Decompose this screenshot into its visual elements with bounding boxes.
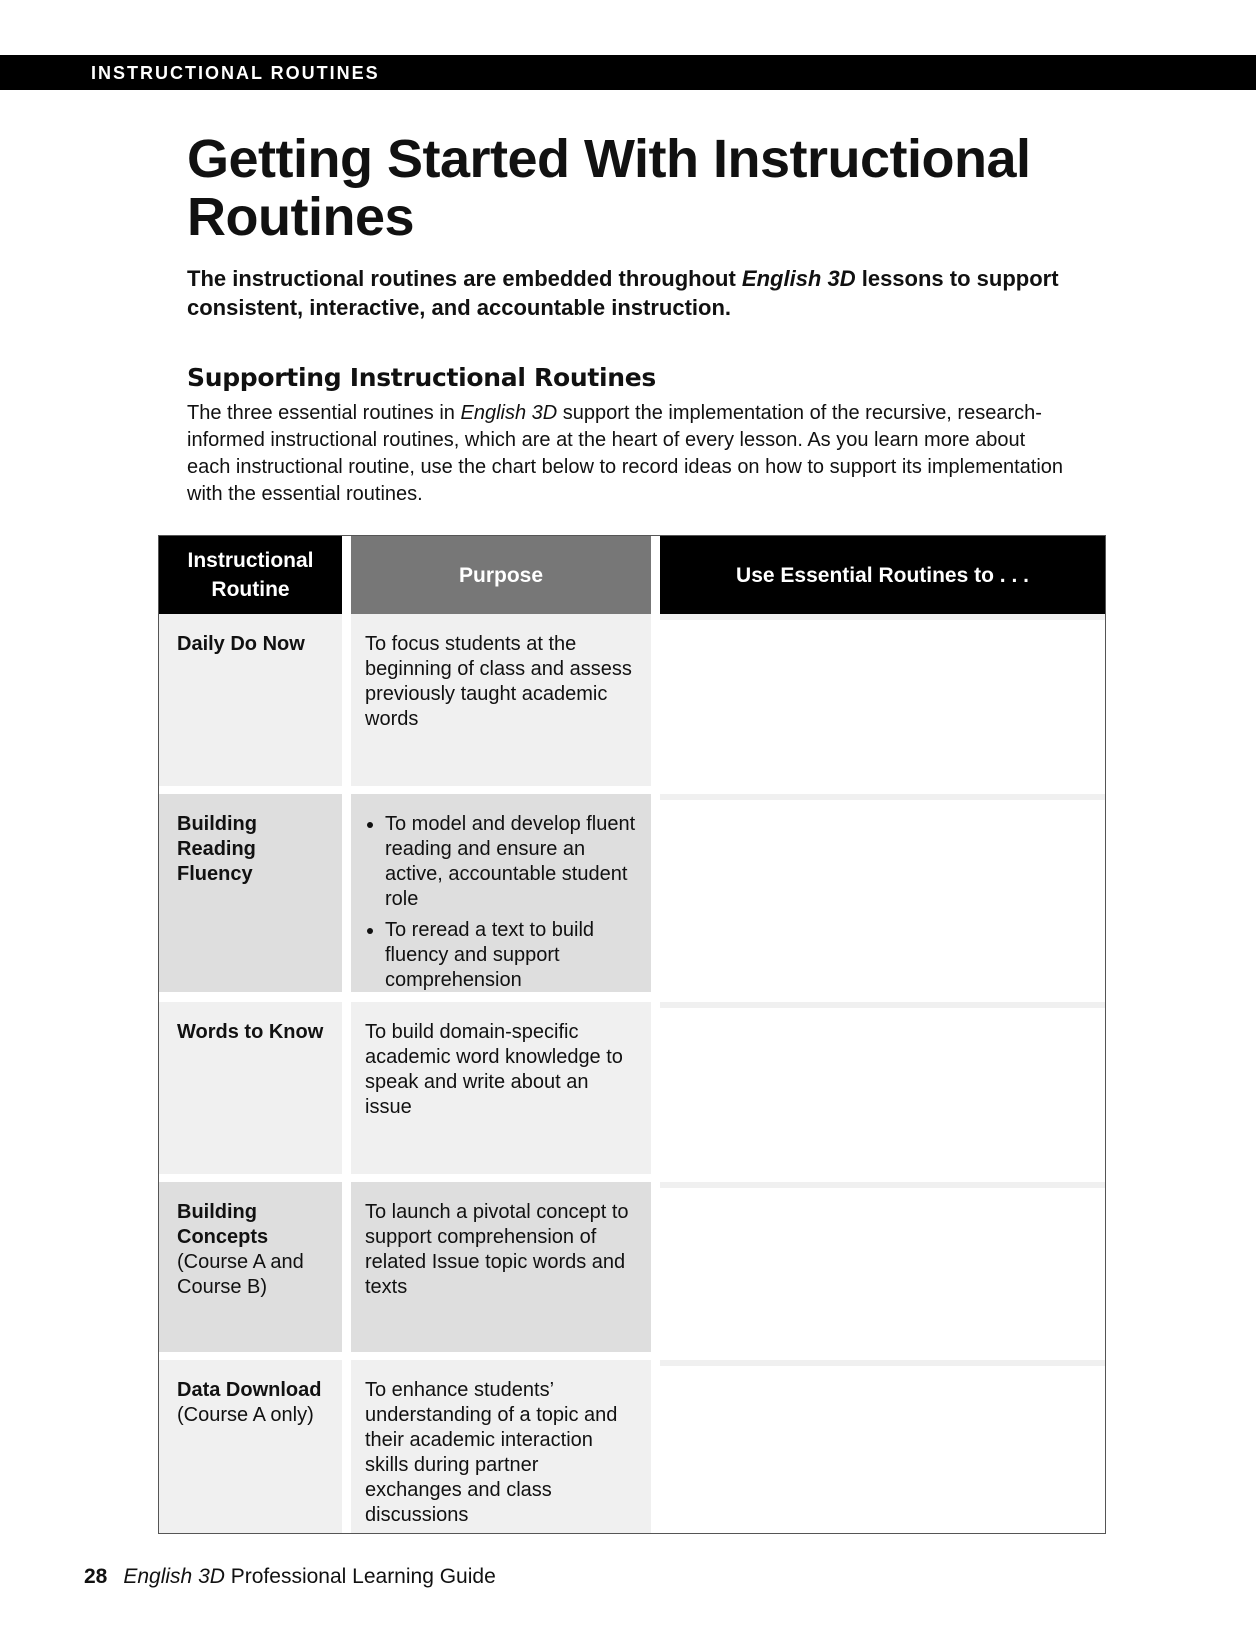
routine-name: Building Reading Fluency [177,813,257,885]
routine-name: Building Concepts [177,1201,269,1248]
notes-cell[interactable] [660,614,1105,786]
section-label: INSTRUCTIONAL ROUTINES [91,63,380,83]
notes-cell[interactable] [660,1002,1105,1174]
routine-cell [159,1182,342,1352]
purpose-cell: To build domain-specific academic word knowledge to speak and write about an issue [351,1002,651,1174]
routine-note: (Course A and Course B) [177,1251,304,1298]
notes-cell[interactable] [660,1360,1105,1533]
notes-cell[interactable] [660,1182,1105,1352]
routine-name: Words to Know [177,1021,324,1043]
section-body-end: support the implementation of the recursive, research-informed instructional routines, which are at the heart of every lesson. As you learn more about each instructional routine, use the chart below to record ideas on how to support its implementation with the essential routines. [187,402,1064,505]
purpose-bullet-list [365,812,637,993]
intro-book-title: English 3D [741,266,856,291]
routine-cell [159,1360,342,1533]
purpose-cell: To focus students at the beginning of class and assess previously taught academic words [351,614,651,786]
section-banner [0,55,1256,90]
section-heading: Supporting Instructional Routines [187,363,657,392]
footer-book-title: English 3D [123,1565,225,1588]
purpose-cell: To enhance students’ understanding of a topic and their academic interaction skills during partner exchanges and class discussions [351,1360,651,1533]
header-purpose: Purpose [351,536,651,614]
section-body-book-title: English 3D [460,402,558,424]
purpose-bullet: • To model and develop fluent reading and ensure an active, accountable student role [385,812,637,912]
routine-cell [159,614,342,786]
header-routine: Instructional Routine [159,536,342,614]
routines-table [158,535,1106,1534]
routine-note: (Course A only) [177,1404,314,1426]
purpose-cell: To launch a pivotal concept to support comprehension of related Issue topic words and texts [351,1182,651,1352]
intro-paragraph [187,264,1107,322]
intro-text-start: The instructional routines are embedded throughout [187,266,742,291]
routine-name: Data Download [177,1379,322,1401]
page-number: 28 [84,1565,108,1588]
header-use-essential-routines: Use Essential Routines to . . . [660,536,1105,614]
footer-book-subtitle: Professional Learning Guide [224,1565,496,1588]
routine-name: Daily Do Now [177,633,305,655]
section-body [187,400,1067,508]
routine-cell [159,1002,342,1174]
purpose-bullet: • To reread a text to build fluency and support comprehension [385,918,637,993]
section-body-start: The three essential routines in [187,402,461,424]
notes-cell[interactable] [660,794,1105,992]
purpose-cell [351,794,651,992]
intro-text-end: lessons to support consistent, interactive, and accountable instruction. [187,266,1059,320]
routine-cell [159,794,342,992]
page-footer [84,1565,496,1589]
page-title: Getting Started With Instructional Routines [187,129,1031,247]
